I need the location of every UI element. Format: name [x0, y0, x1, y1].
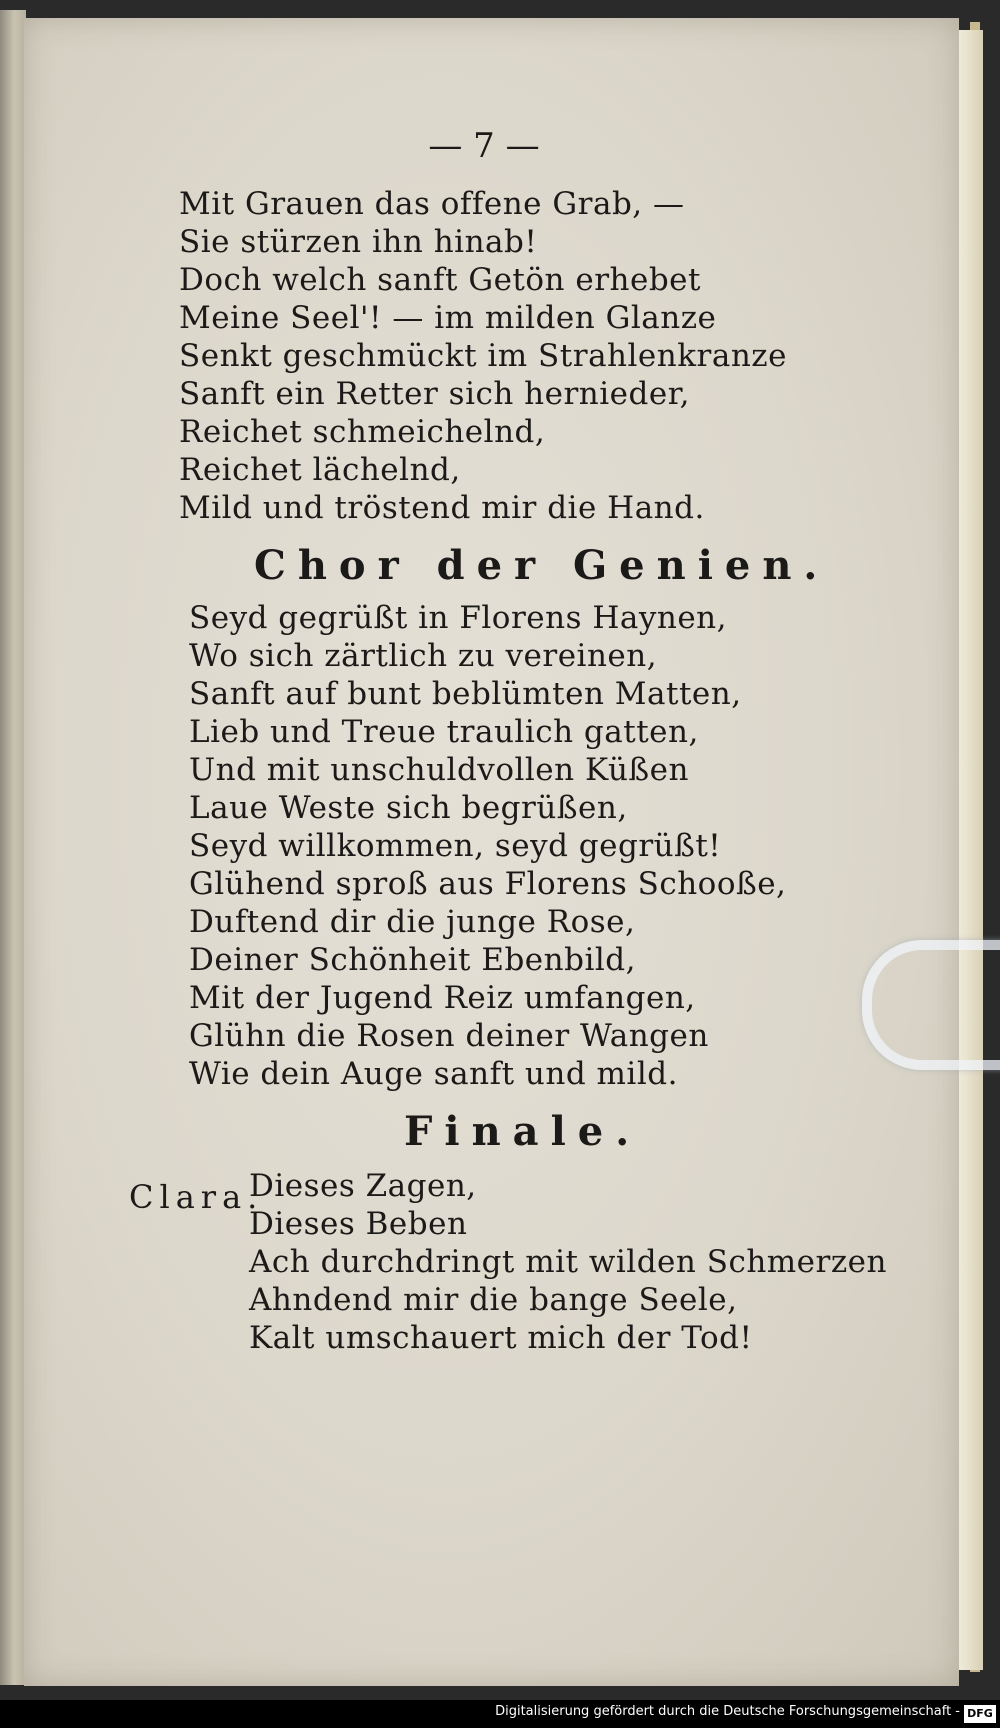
verse-line: Kalt umschauert mich der Tod!	[249, 1320, 753, 1356]
verse-line: Seyd willkommen, seyd gegrüßt!	[189, 828, 722, 864]
paper-clip	[862, 940, 1000, 1070]
verse-line: Glühn die Rosen deiner Wangen	[189, 1018, 709, 1054]
verse-line: Dieses Zagen,	[249, 1168, 477, 1204]
book-page	[24, 18, 959, 1686]
verse-line: Deiner Schönheit Ebenbild,	[189, 942, 636, 978]
verse-line: Duftend dir die junge Rose,	[189, 904, 636, 940]
dfg-logo-icon: DFG	[964, 1705, 996, 1723]
verse-line: Mild und tröstend mir die Hand.	[179, 490, 705, 526]
verse-line: Seyd gegrüßt in Florens Haynen,	[189, 600, 728, 636]
left-page-edge	[0, 10, 26, 1685]
verse-line: Dieses Beben	[249, 1206, 468, 1242]
digitization-footer	[0, 1700, 1000, 1728]
page-number: — 7 —	[428, 126, 540, 166]
verse-line: Sie stürzen ihn hinab!	[179, 224, 538, 260]
footer-credit: Digitalisierung gefördert durch die Deutsche Forschungsgemeinschaft -	[495, 1704, 960, 1719]
verse-line: Senkt geschmückt im Strahlenkranze	[179, 338, 787, 374]
verse-line: Reichet schmeichelnd,	[179, 414, 546, 450]
verse-line: Mit der Jugend Reiz umfangen,	[189, 980, 696, 1016]
verse-line: Glühend sproß aus Florens Schooße,	[189, 866, 787, 902]
verse-line: Und mit unschuldvollen Küßen	[189, 752, 689, 788]
verse-line: Doch welch sanft Getön erhebet	[179, 262, 701, 298]
verse-line: Ach durchdringt mit wilden Schmerzen	[249, 1244, 887, 1280]
verse-line: Wie dein Auge sanft und mild.	[189, 1056, 678, 1092]
verse-line: Sanft auf bunt beblümten Matten,	[189, 676, 742, 712]
right-page-edge	[955, 30, 983, 1670]
verse-line: Sanft ein Retter sich hernieder,	[179, 376, 690, 412]
speaker-name: Clara.	[129, 1178, 264, 1216]
verse-line: Wo sich zärtlich zu vereinen,	[189, 638, 658, 674]
section-heading-finale: Finale.	[404, 1108, 642, 1155]
verse-line: Laue Weste sich begrüßen,	[189, 790, 628, 826]
verse-line: Mit Grauen das offene Grab, —	[179, 186, 685, 222]
verse-line: Ahndend mir die bange Seele,	[249, 1282, 738, 1318]
section-heading-chor: Chor der Genien.	[254, 542, 830, 589]
verse-line: Lieb und Treue traulich gatten,	[189, 714, 699, 750]
verse-line: Reichet lächelnd,	[179, 452, 461, 488]
verse-line: Meine Seel'! — im milden Glanze	[179, 300, 717, 336]
